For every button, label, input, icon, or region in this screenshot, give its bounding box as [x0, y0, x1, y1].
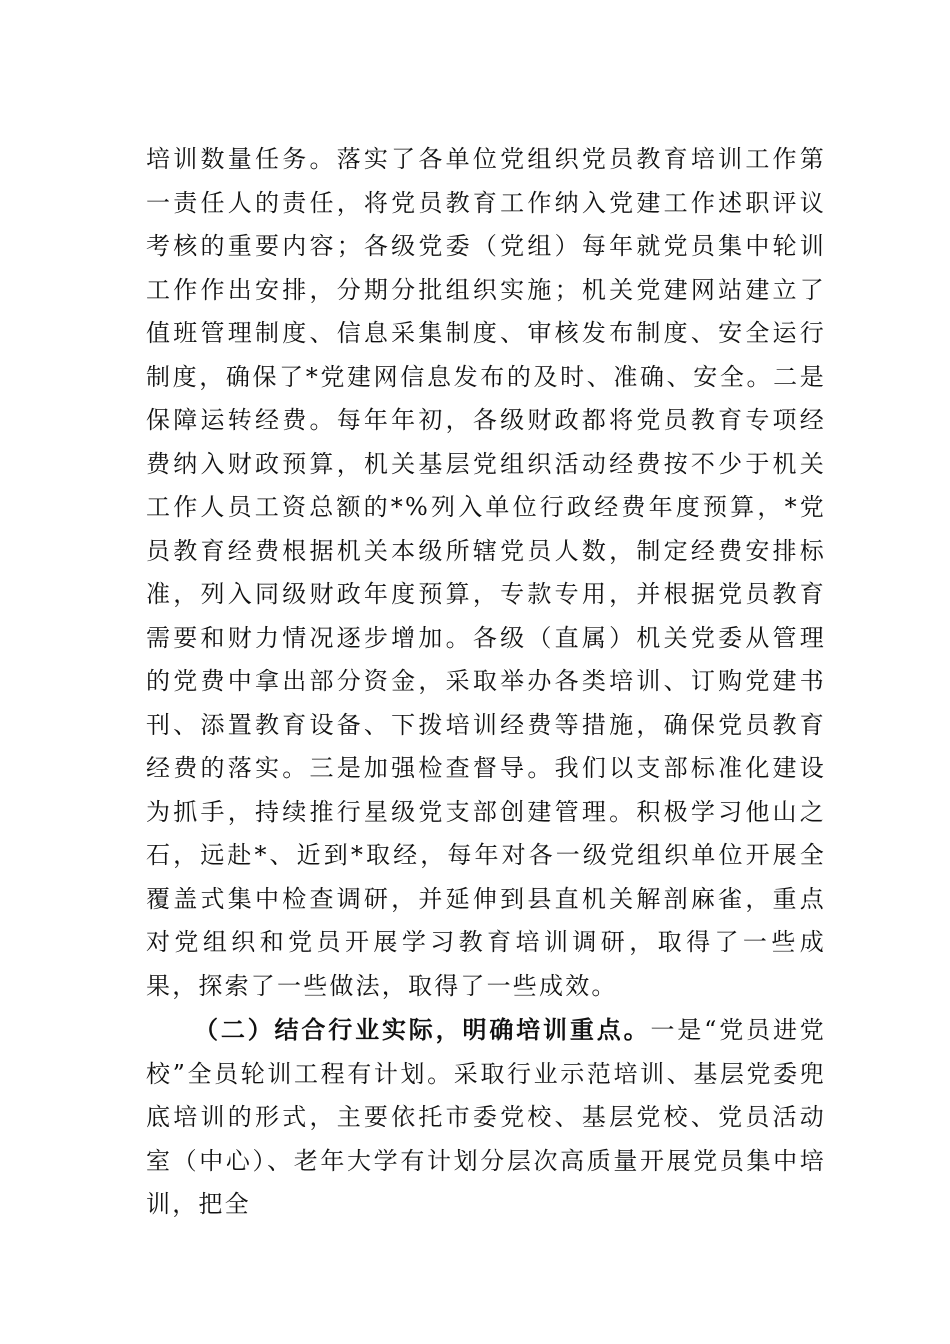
paragraph-1-text: 培训数量任务。落实了各单位党组织党员教育培训工作第一责任人的责任，将党员教育工作纳入党建工作述职评议考核的重要内容；各级党委（党组）每年就党员集中轮训工作作出安排，分期分批组织实施；机关党建网站建立了值班管理制度、信息采集制度、审核发布制度、安全运行制度，确保了*党建网信息发布的及时、准确、安全。二是保障运转经费。每年年初，各级财政都将党员教育专项经费纳入财政预算，机关基层党组织活动经费按不少于机关工作人员工资总额的*%列入单位行政经费年度预算，*党员教育经费根据机关本级所辖党员人数，制定经费安排标准，列入同级财政年度预算，专款专用，并根据党员教育需要和财力情况逐步增加。各级（直属）机关党委从管理的党费中拿出部分资金，采取举办各类培训、订购党建书刊、添置教育设备、下拨培训经费等措施，确保党员教育经费的落实。三是加强检查督导。我们以支部标准化建设为抓手，持续推行星级党支部创建管理。积极学习他山之石，远赴*、近到*取经，每年对各一级党组织单位开展全覆盖式集中检查调研，并延伸到县直机关解剖麻雀，重点对党组织和党员开展学习教育培训调研，取得了一些成果，探索了一些做法，取得了一些成效。 [146, 145, 826, 1000]
paragraph-1 [146, 138, 826, 1008]
paragraph-2-body: 一是“党员进党校”全员轮训工程有计划。采取行业示范培训、基层党委兜底培训的形式，主要依托市委党校、基层党校、党员活动室（中心）、老年大学有计划分层次高质量开展党员集中培训，把全 [146, 1016, 826, 1218]
section-heading: （二）结合行业实际，明确培训重点。 [194, 1015, 651, 1044]
document-page [146, 138, 826, 1227]
paragraph-2 [146, 1008, 826, 1227]
